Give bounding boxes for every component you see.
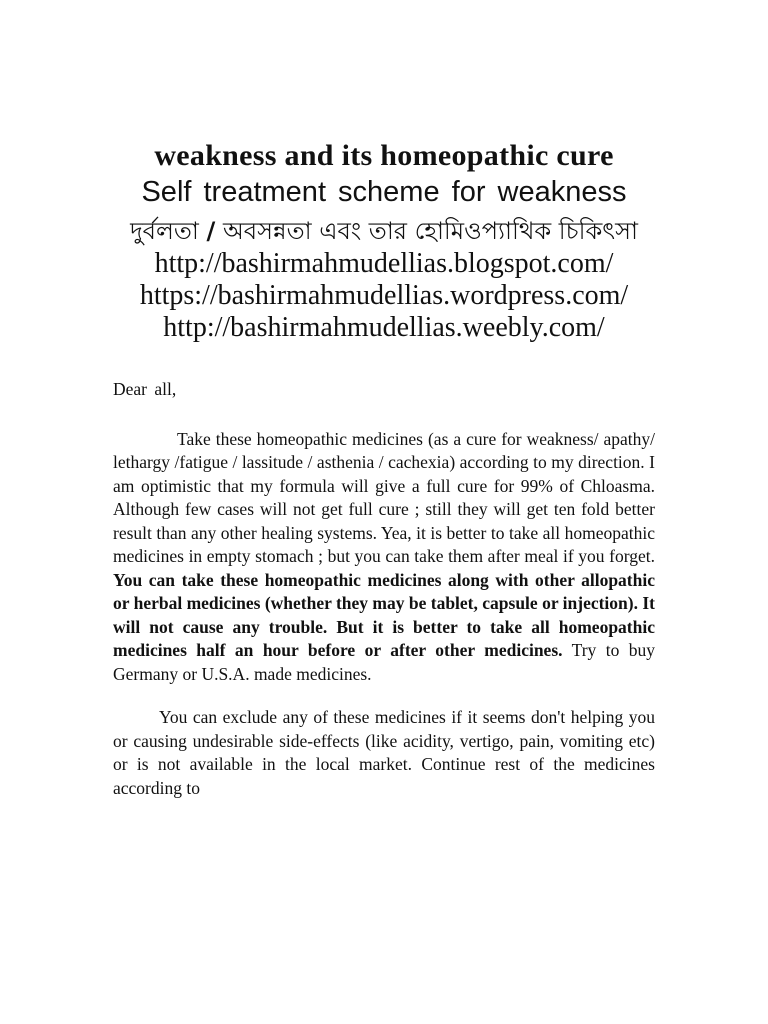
weebly-url: http://bashirmahmudellias.weebly.com/ (163, 312, 605, 343)
document-body (113, 378, 655, 800)
paragraph-instructions-normal: Take these homeopathic medicines (as a cure for weakness/ apathy/ lethargy /fatigue / lassitude / asthenia / cachexia) according to my direction. I am optimistic that my formula will give a full cure for 99% of Chloasma. Although few cases will not get full cure ; still they will get ten fold better result than any other healing systems. Yea, it is better to take all homeopathic medicines in empty stomach ; but you can take them after meal if you forget. (113, 428, 655, 566)
bengali-title-slash: / (206, 217, 216, 245)
document-title: weakness and its homeopathic cure (154, 139, 614, 172)
blogspot-url: http://bashirmahmudellias.blogspot.com/ (154, 248, 614, 279)
document-subtitle: Self treatment scheme for weakness (141, 176, 627, 208)
paragraph-exclusions: You can exclude any of these medicines if it seems don't helping you or causing undesirable side-effects (like acidity, vertigo, pain, vomiting etc) or is not available in the local market. Continue rest of the medicines according to (113, 707, 655, 798)
document-header (0, 138, 768, 344)
bengali-title (0, 214, 768, 248)
bengali-title-part2: অবসন্নতা এবং তার হোমিওপ্যাথিক চিকিৎসা (222, 217, 638, 245)
bengali-title-part1: দুর্বলতা (130, 217, 199, 245)
paragraph-instructions-bold: You can take these homeopathic medicines along with other allopathic or herbal medicines (whether they may be tablet, capsule or injection). It will not cause any trouble. But it is better to take all homeopathic medicines half an hour before or after other medicines. (113, 569, 655, 660)
paragraph-instructions (113, 428, 655, 687)
wordpress-url: https://bashirmahmudellias.wordpress.com/ (139, 280, 629, 311)
paragraph-instructions-tail: Try to buy Germany or U.S.A. made medicines. (113, 640, 656, 684)
greeting: Dear all, (113, 379, 177, 399)
